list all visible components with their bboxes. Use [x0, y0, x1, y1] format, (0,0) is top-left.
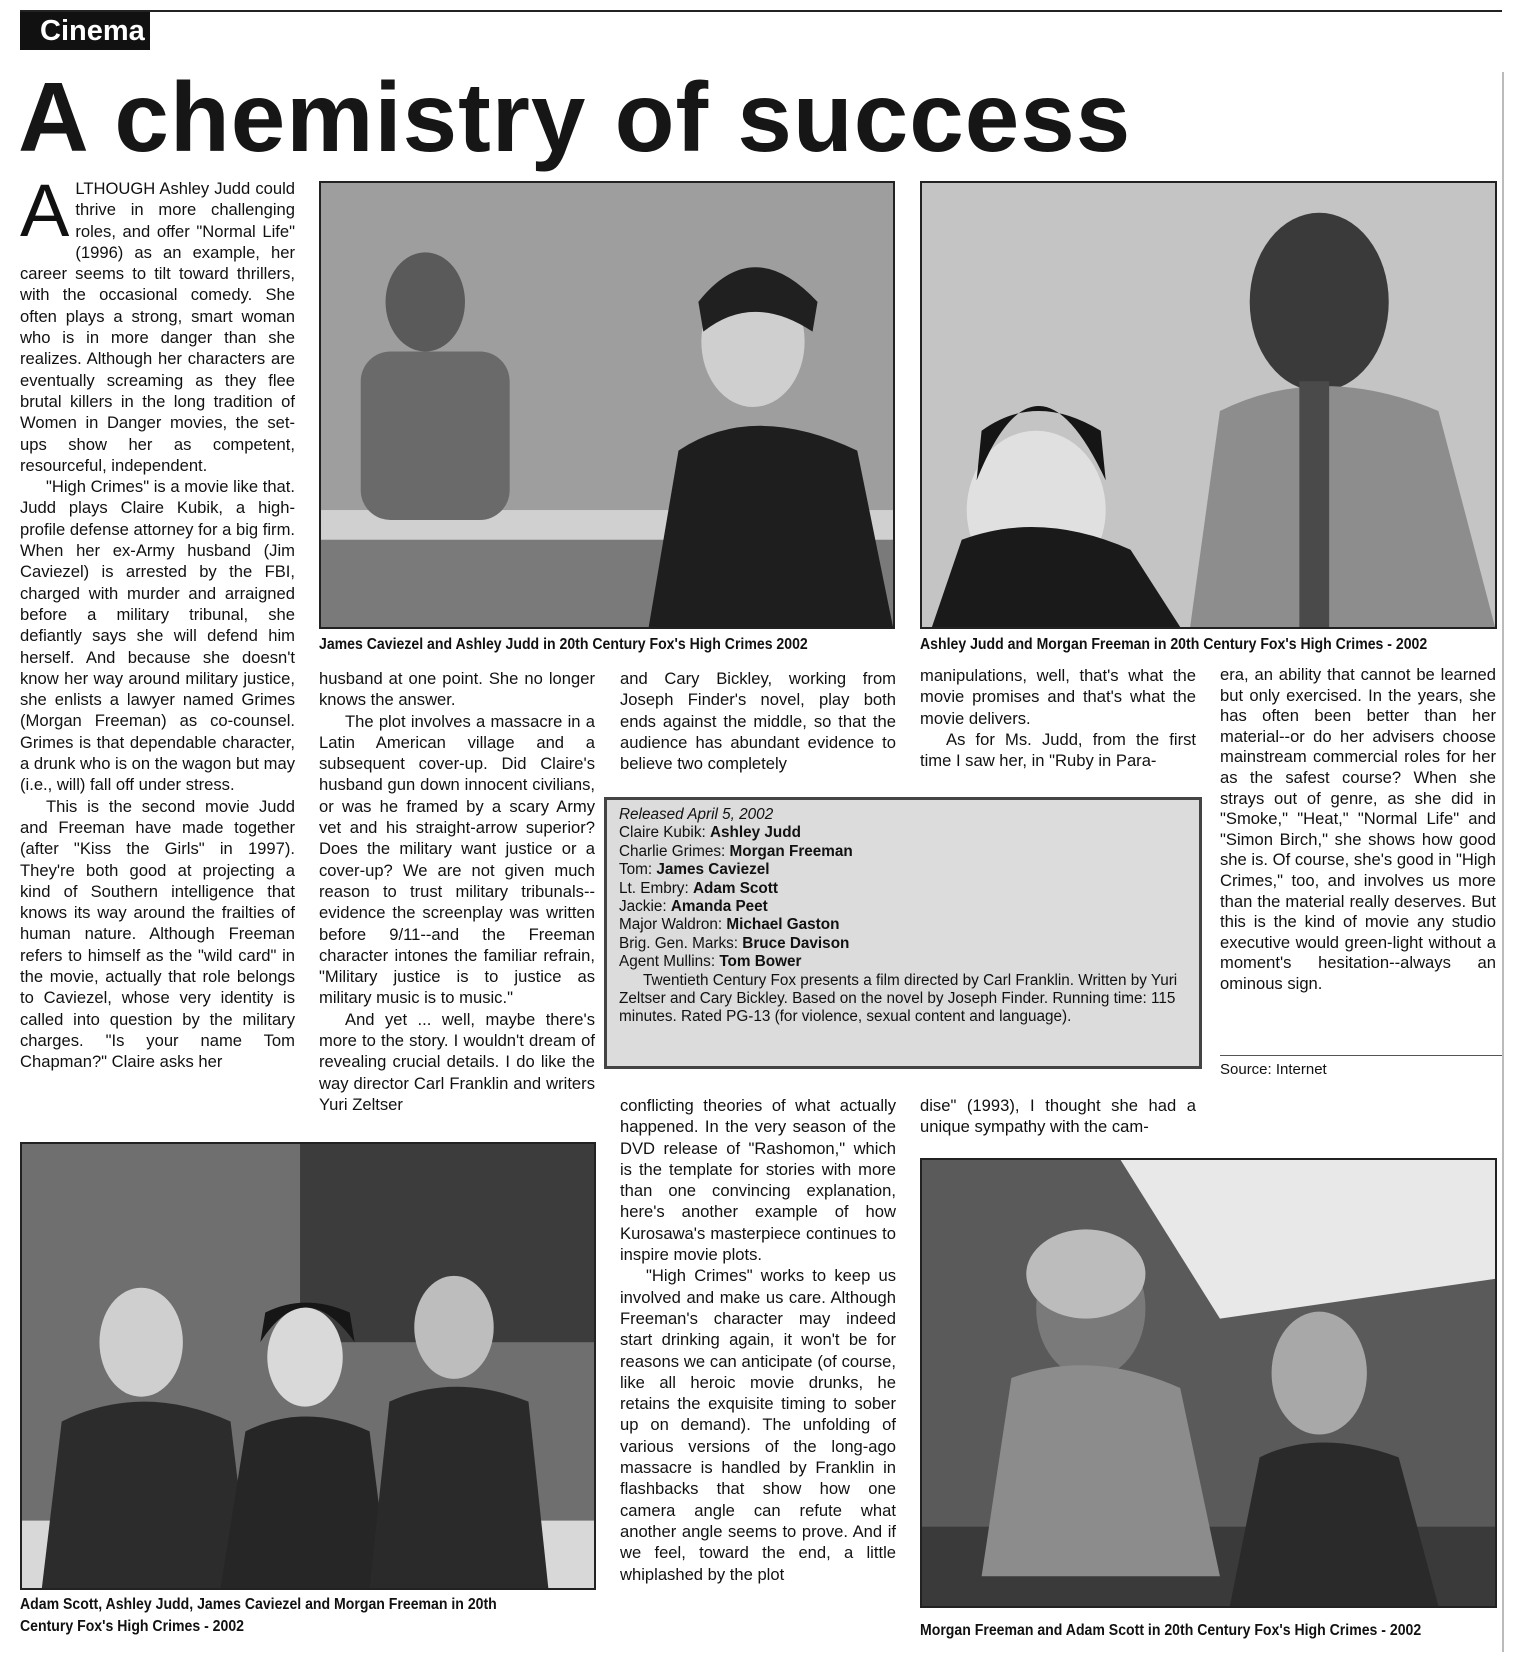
paragraph: "High Crimes" works to keep us involved and make us care. Although Freeman's character may indeed start drinking again, it won't be for reasons we can anticipate (of course, like all heroic movie drunks, he retains the exquisite timing to sober up on demand). The unfolding of various versions of the long-ago massacre is handled by Franklin in flashbacks that show how one camera angle can refute what another angle seems to prove. And if we feel, toward the end, a little whiplashed by the plot: [620, 1266, 896, 1584]
cast-row: Claire Kubik: Ashley Judd: [619, 824, 801, 842]
column-5: [1220, 665, 1496, 995]
photo-judd-freeman: [920, 181, 1497, 629]
cast-row: Tom: James Caviezel: [619, 861, 770, 879]
photo-placeholder-icon: [321, 183, 893, 627]
source-rule: [1220, 1055, 1502, 1056]
right-rule: [1502, 72, 1504, 1652]
column-4-top: [920, 665, 1196, 771]
caption-photo-4: Morgan Freeman and Adam Scott in 20th Century Fox's High Crimes - 2002: [920, 1622, 1422, 1639]
caption-photo-3: [20, 1594, 583, 1638]
paragraph: And yet ... well, maybe there's more to the story. I wouldn't dream of revealing crucial details. I do like the way director Carl Franklin and writers Yuri Zeltser: [319, 1009, 595, 1114]
cast-row: Agent Mullins: Tom Bower: [619, 953, 802, 971]
section-tag: Cinema: [20, 12, 150, 50]
cast-row: Brig. Gen. Marks: Bruce Davison: [619, 934, 850, 952]
film-info-box: [604, 797, 1202, 1069]
column-3-bottom: [620, 1095, 896, 1585]
paragraph: and Cary Bickley, working from Joseph Finder's novel, play both ends against the middle, so that the audience has abundant evidence to believe two completely: [620, 669, 896, 774]
caption-photo-2: Ashley Judd and Morgan Freeman in 20th Century Fox's High Crimes - 2002: [920, 636, 1428, 653]
paragraph: husband at one point. She no longer knows the answer.: [319, 669, 595, 710]
photo-group-tribunal: [20, 1142, 596, 1590]
paragraph: The plot involves a massacre in a Latin American village and a subsequent cover-up. Did Claire's husband gun down innocent civilians, or was he framed by a scary Army vet and his straight-arrow superior? Does the military want justice or a cover-up? We are not given much reason to trust military tribunals--evidence the screenplay was written before 9/11--and the Freeman character intones the familiar refrain, "Military justice is to justice as military music is to music.": [319, 711, 595, 1008]
headline: A chemistry of success: [18, 62, 1132, 172]
paragraph: manipulations, well, that's what the movie promises and that's what the movie delivers.: [920, 666, 1196, 728]
paragraph: LTHOUGH Ashley Judd could thrive in more challenging roles, and offer "Normal Life" (1996) as an example, her career seems to tilt toward thrillers, with the occasional comedy. She often plays a strong, smart woman who is in more danger than she realizes. Although her characters are eventually screaming as they flee brutal killers in the long tradition of Women in Danger movies, the set-ups show her as competent, resourceful, independent.: [20, 179, 295, 475]
photo-freeman-scott: [920, 1158, 1497, 1608]
paragraph: This is the second movie Judd and Freeman have made together (after "Kiss the Girls" in 1997). They're both good at projecting a kind of Southern intelligence that knows its way around the frailties of human nature. Although Freeman refers to himself as the "wild card" in the movie, actually that role belongs to Caviezel, whose very identity is called into question by the military charges. "Is your name Tom Chapman?" Claire asks her: [20, 796, 295, 1072]
paragraph: "High Crimes" is a movie like that. Judd plays Claire Kubik, a high-profile defense attorney for a big firm. When her ex-Army husband (Jim Caviezel) is arrested by the FBI, charged with murder and arraigned before a military tribunal, she defiantly says she will defend him herself. And because she doesn't know her way around military justice, she enlists a lawyer named Grimes (Morgan Freeman) as co-counsel. Grimes is that dependable character, a drunk who is on the wagon but may (i.e., will) fall off under stress.: [20, 477, 295, 795]
caption-photo-1: James Caviezel and Ashley Judd in 20th Century Fox's High Crimes 2002: [319, 636, 808, 653]
source-credit: Source: Internet: [1220, 1061, 1327, 1078]
column-1: [20, 169, 295, 1072]
paragraph: era, an ability that cannot be learned but only exercised. In the years, she has often been better than her material--or do her advisers choose mainstream commercial roles for her as the safest course? When she strays out of genre, as she did in "Smoke," "Heat," "Normal Life" and "Simon Birch," she shows how good she is. Of course, she's good in "High Crimes," too, and involves us more than the material really deserves. But this is the kind of movie any studio executive would green-light without a moment's hesitation--always an ominous sign.: [1220, 665, 1496, 993]
cast-row: Jackie: Amanda Peet: [619, 898, 768, 916]
caption-line: Century Fox's High Crimes - 2002: [20, 1618, 245, 1635]
paragraph: As for Ms. Judd, from the first time I saw her, in "Ruby in Para-: [920, 729, 1196, 771]
column-3-top: [620, 668, 896, 774]
top-rule: [20, 10, 1502, 12]
paragraph: dise" (1993), I thought she had a unique sympathy with the cam-: [920, 1096, 1196, 1137]
cast-row: Lt. Embry: Adam Scott: [619, 879, 778, 897]
photo-placeholder-icon: [22, 1144, 594, 1588]
film-credits-note: Twentieth Century Fox presents a film directed by Carl Franklin. Written by Yuri Zeltser and Cary Bickley. Based on the novel by Joseph Finder. Running time: 115 minutes. Rated PG-13 (for violence, sexual content and language).: [619, 971, 1178, 1026]
paragraph: conflicting theories of what actually happened. In the very season of the DVD release of "Rashomon," which is the template for stories with more than one convincing explanation, here's another example of how Kurosawa's masterpiece continues to inspire movie plots.: [620, 1096, 896, 1265]
drop-cap: A: [20, 169, 70, 252]
photo-placeholder-icon: [922, 183, 1495, 627]
cast-row: Charlie Grimes: Morgan Freeman: [619, 842, 853, 860]
cast-row: Major Waldron: Michael Gaston: [619, 916, 840, 934]
caption-line: Adam Scott, Ashley Judd, James Caviezel and Morgan Freeman in 20th: [20, 1596, 497, 1613]
photo-placeholder-icon: [922, 1160, 1495, 1606]
column-2: [319, 668, 595, 1115]
release-date: Released April 5, 2002: [619, 806, 774, 823]
column-4-bottom: [920, 1095, 1196, 1138]
photo-caviezel-judd: [319, 181, 895, 629]
